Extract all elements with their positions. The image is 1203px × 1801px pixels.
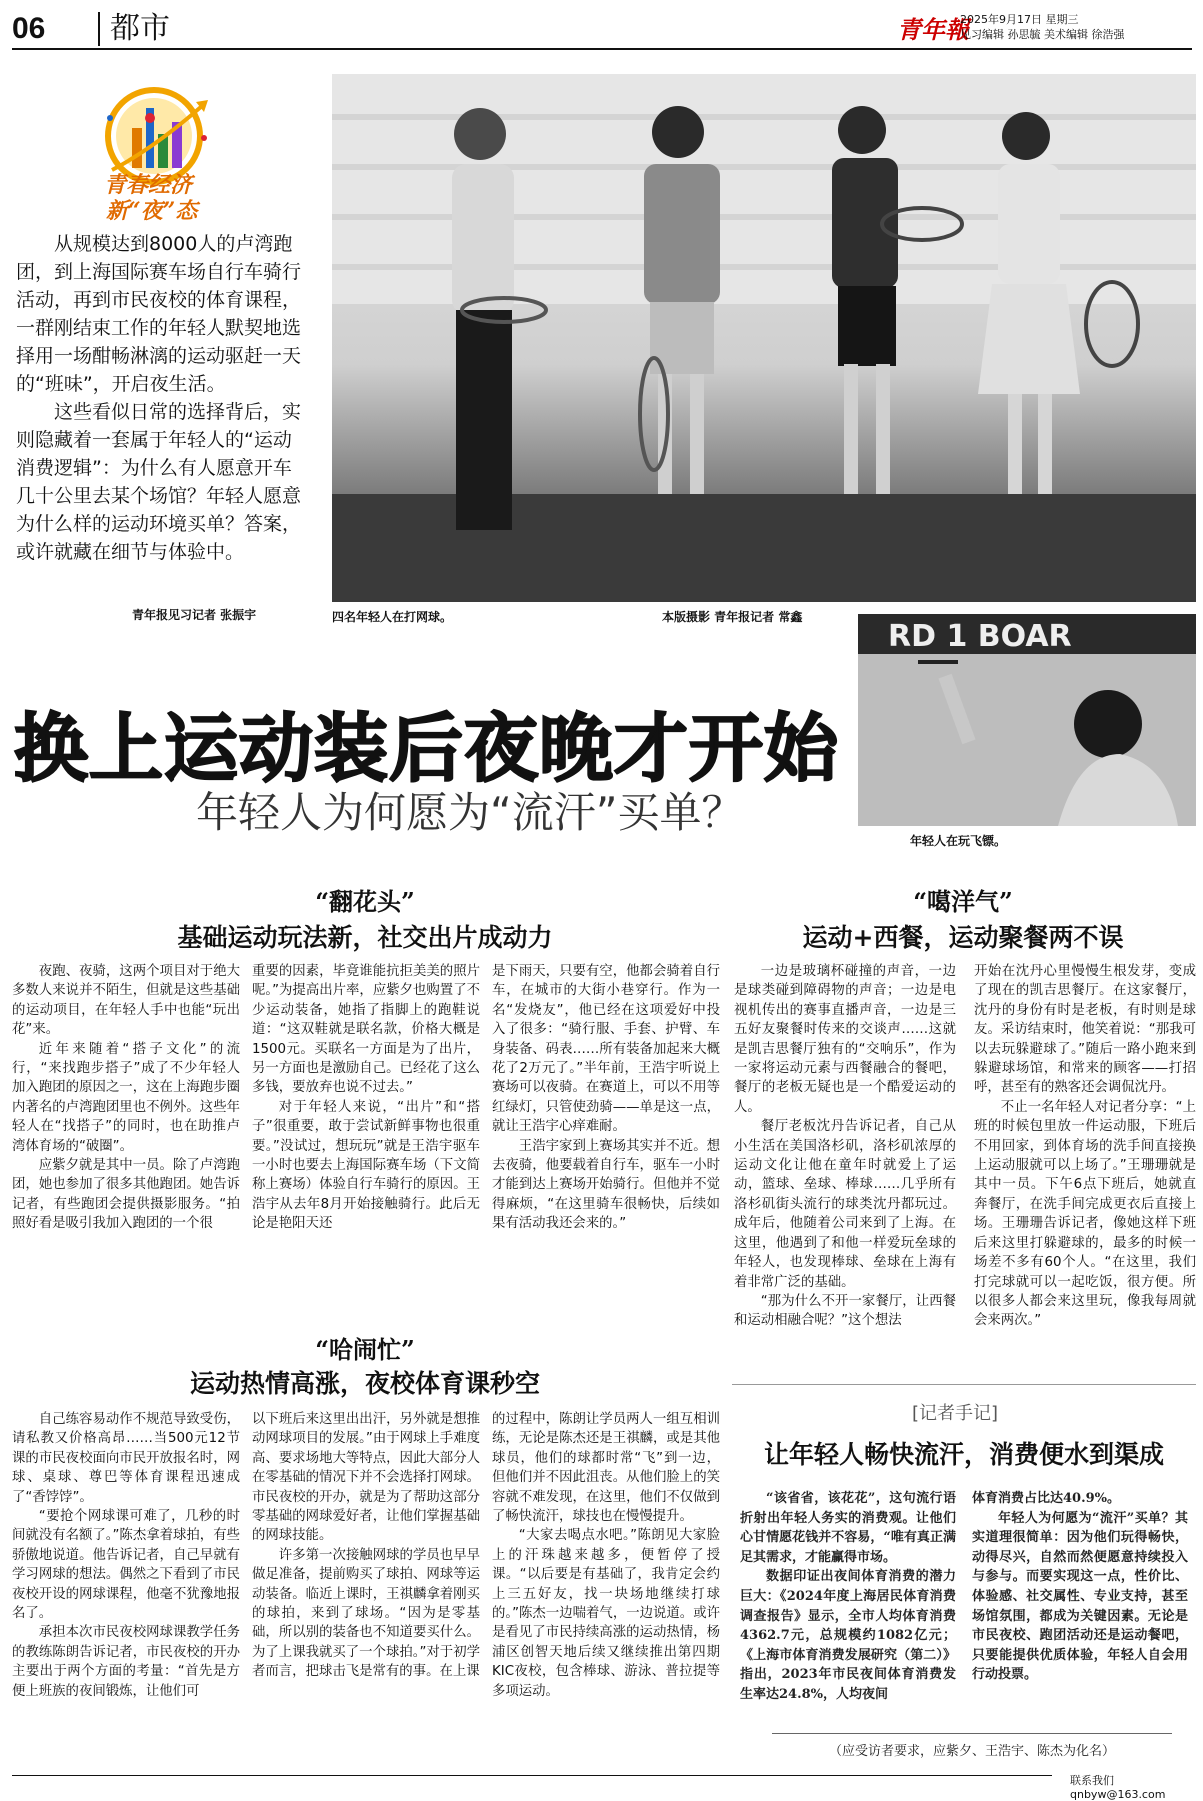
- paragraph: 承担本次市民夜校网球课教学任务的教练陈朗告诉记者，市民夜校的开办主要出于两个方面的考量：“首先是方便上班族的夜间锻炼，让他们可: [12, 1625, 240, 1699]
- section2-column: [734, 962, 956, 1367]
- intro-paragraph: 从规模达到8000人的卢湾跑团，到上海国际赛车场自行车骑行活动，再到市民夜校的体育课程，一群刚结束工作的年轻人默契地选择用一场酣畅淋漓的运动驱赶一天的“班味”，开启夜生活。: [16, 233, 302, 395]
- section1-kicker: “翻花头”: [315, 887, 415, 916]
- section3-title: 运动热情高涨，夜校体育课秒空: [189, 1369, 540, 1398]
- column-logo-line1: 青春经济: [104, 172, 193, 198]
- paragraph: 应紫夕就是其中一员。除了卢湾跑团，她也参加了很多其他跑团。她告诉记者，有些跑团会提供摄影服务。“拍照好看是吸引我加入跑团的一个很: [12, 1158, 240, 1232]
- note-label: [记者手记]: [912, 1403, 999, 1424]
- paragraph: 重要的因素，毕竟谁能抗拒美美的照片呢。”为提高出片率，应紫夕也购置了不少运动装备，她指了指脚上的跑鞋说道：“这双鞋就是联名款，价格大概是1500元。买联名一方面是为了出片，另一方面也是激励自己。已经花了这么多钱，要放弃也说不过去。”: [252, 964, 480, 1096]
- paragraph: 数据印证出夜间体育消费的潜力巨大：《2024年度上海居民体育消费调查报告》显示，全市人均体育消费4362.7元，总规模约1082亿元；《上海市体育消费发展研究（第二）》指出，2023年市民夜间体育消费发生率达24.8%，人均夜间: [740, 1569, 956, 1702]
- paragraph: 是下雨天，只要有空，他都会骑着自行车，在城市的大街小巷穿行。作为一名“发烧友”，他已经在这项爱好中投入了很多：“骑行服、手套、护臂、车身装备、码表……所有装备加起来大概花了2万元了。”半年前，王浩宇听说上赛场可以夜骑。在赛道上，可以不用等红绿灯，只管使劲骑——单是这一点，就让王浩宇心痒难耐。: [492, 964, 720, 1135]
- paragraph: 开始在沈丹心里慢慢生根发芽，变成了现在的凯吉思餐厅。在这家餐厅，沈丹的身份有时是老板，有时则是球友。采访结束时，他笑着说：“那我可以去玩躲避球了。”随后一路小跑来到躲避球场馆，和常来的顾客——打招呼，甚至有的熟客还会调侃沈丹。: [974, 964, 1196, 1096]
- section1-title: 基础运动玩法新，社交出片成动力: [177, 923, 553, 952]
- headline: 换上运动装后夜晚才开始: [14, 706, 839, 792]
- note-column: [740, 1489, 956, 1711]
- darts-photo: [858, 614, 1196, 826]
- darts-caption: 年轻人在玩飞镖。: [910, 834, 1007, 848]
- paragraph: 一边是玻璃杯碰撞的声音，一边是球类碰到障碍物的声音；一边是电视机传出的赛事直播声音，一边是三五好友聚餐时传来的交谈声……这就是凯吉思餐厅独有的“交响乐”，作为一家将运动元素与西餐融合的餐吧，餐厅的老板无疑也是一个酷爱运动的人。: [734, 964, 956, 1115]
- tennis-players-image: [332, 74, 1196, 602]
- note-footnote: （应受访者要求，应紫夕、王浩宇、陈杰为化名）: [772, 1733, 1172, 1759]
- paragraph: 的过程中，陈朗让学员两人一组互相训练，无论是陈杰还是王祺麟，或是其他球员，他们的球都时常“飞”到一边，但他们并不因此沮丧。从他们脸上的笑容就不难发现，在这里，他们不仅做到了畅快流汗，球技也在慢慢提升。: [492, 1412, 720, 1525]
- paragraph: 王浩宇家到上赛场其实并不近。想去夜骑，他要载着自行车，驱车一小时才能到达上赛场开始骑行。但他并不觉得麻烦，“在这里骑车很畅快，后续如果有活动我还会来的。”: [492, 1138, 720, 1232]
- darts-player-image: [858, 614, 1196, 826]
- paragraph: 对于年轻人来说，“出片”和“搭子”很重要，敢于尝试新鲜事物也很重要。”没试过，想玩玩”就是王浩宇驱车一小时也要去上海国际赛车场（下文简称上赛场）体验自行车骑行的原因。王浩宇从去年8月开始接触骑行。此后无论是艳阳天还: [252, 1099, 480, 1232]
- photo-caption: 四名年轻人在打网球。: [332, 610, 453, 624]
- paragraph: “大家去喝点水吧。”陈朗见大家脸上的汗珠越来越多，便暂停了授课。“以后要是有基础了，我肯定会约上三五好友，找一块场地继续打球的。”陈杰一边喘着气，一边说道。或许是看见了市民持续高涨的运动热情，杨浦区创智天地后续又继续推出第四期KIC夜校，包含棒球、游泳、普拉提等多项运动。: [492, 1528, 720, 1699]
- paragraph: 年轻人为何愿为“流汗”买单？其实道理很简单：因为他们玩得畅快，动得尽兴，自然而然便愿意持续投入与参与。而要实现这一点，性价比、体验感、社交属性、专业支持，甚至场馆氛围，都成为关键因素。无论是市民夜校、跑团活动还是运动餐吧，只要能提供优质体验，年轻人自会用行动投票。: [972, 1510, 1188, 1683]
- section-name: 都市: [98, 12, 170, 46]
- paragraph: “要抢个网球课可难了，几秒的时间就没有名额了。”陈杰拿着球拍，有些骄傲地说道。他告诉记者，自己早就有学习网球的想法。偶然之下看到了市民夜校开设的网球课程，他毫不犹豫地报名了。: [12, 1509, 240, 1622]
- section2-kicker: “噶洋气”: [913, 887, 1013, 916]
- tennis-photo: [332, 74, 1196, 602]
- section3-column: [12, 1410, 240, 1770]
- section2-title: 运动+西餐，运动聚餐两不误: [802, 923, 1124, 952]
- footer-rule: [12, 1775, 1052, 1776]
- column-logo: [92, 78, 222, 224]
- masthead-logo: 青年報: [897, 15, 969, 44]
- section2-column: [974, 962, 1196, 1367]
- note-title: 让年轻人畅快流汗，消费便水到渠成: [763, 1440, 1164, 1469]
- reporter-note-box: [732, 1384, 1196, 1769]
- paragraph: 餐厅老板沈丹告诉记者，自己从小生活在美国洛杉矶，洛杉矶浓厚的运动文化让他在童年时就爱上了运动，篮球、垒球、棒球……几乎所有洛杉矶街头流行的球类沈丹都玩过。成年后，他随着公司来到了上海。在这里，他遇到了和他一样爱玩垒球的年轻人，也发现棒球、垒球在上海有着非常广泛的基础。: [734, 1119, 956, 1290]
- paragraph: 不止一名年轻人对记者分享：“上班的时候包里放一件运动服，下班后不用回家，到体育场的洗手间直接换上运动服就可以上场了。”王珊珊就是其中一员。下午6点下班后，她就直奔餐厅，在洗手间完成更衣后直接上场。王珊珊告诉记者，像她这样下班后来这里打躲避球的，最多的时候一场差不多有60个人。“在这里，我们打完球就可以一起吃饭，很方便。所以很多人都会来这里玩，像我每周就会来两次。”: [974, 1099, 1196, 1329]
- photo-credit: 本版摄影 青年报记者 常鑫: [662, 610, 803, 624]
- issue-date: 2025年9月17日 星期三: [960, 13, 1079, 26]
- note-column: [972, 1489, 1188, 1711]
- paragraph: 夜跑、夜骑，这两个项目对于绝大多数人来说并不陌生，但就是这些基础的运动项目，在年轻人手中也能“玩出花”来。: [12, 964, 240, 1038]
- column-logo-line2: 新“夜”态: [106, 198, 198, 224]
- section1-column: [492, 962, 720, 1312]
- paragraph: 许多第一次接触网球的学员也早早做足准备，提前购买了球拍、网球等运动装备。临近上课时，王祺麟拿着刚买的球拍，来到了球场。“因为是零基础，所以别的装备也不知道要买什么。为了上课我就买了一个球拍。”对于初学者而言，把球击飞是常有的事。在上课: [252, 1547, 480, 1680]
- editor-credits: 见习编辑 孙思毓 美术编辑 徐浩强: [960, 28, 1125, 41]
- intro-text: [16, 230, 304, 566]
- paragraph: 近年来随着“搭子文化”的流行，“来找跑步搭子”成了不少年轻人加入跑团的原因之一，这在上海跑步圈内著名的卢湾跑团里也不例外。这些年轻人在“找搭子”的同时，也在助推卢湾体育场的“破圈”。: [12, 1041, 240, 1154]
- section1-column: [12, 962, 240, 1312]
- page-header: [12, 8, 1192, 50]
- intro-paragraph: 这些看似日常的选择背后，实则隐藏着一套属于年轻人的“运动消费逻辑”：为什么有人愿意开车几十公里去某个场馆？年轻人愿意为什么样的运动环境买单？答案，或许就藏在细节与体验中。: [16, 401, 302, 563]
- byline: 青年报见习记者 张振宇: [132, 608, 257, 622]
- paragraph: 以下班后来这里出出汗，另外就是想推动网球项目的发展。”由于网球上手难度高、要求场地大等特点，因此大部分人在零基础的情况下并不会选择打网球。市民夜校的开办，就是为了帮助这部分零基础的网球爱好者，让他们掌握基础的网球技能。: [252, 1412, 480, 1544]
- subheadline: 年轻人为何愿为“流汗”买单？: [196, 788, 744, 837]
- section3-column: [252, 1410, 480, 1770]
- page-number: 06: [12, 12, 46, 45]
- paragraph: 自己练容易动作不规范导致受伤，请私教又价格高昂……当500元12节课的市民夜校面向市民开放报名时，网球、桌球、尊巴等体育课程迅速成了“香饽饽”。: [12, 1412, 240, 1505]
- header-info: [960, 12, 1125, 42]
- section3-column: [492, 1410, 720, 1770]
- paragraph: “那为什么不开一家餐厅，让西餐和运动相融合呢？”这个想法: [734, 1293, 956, 1329]
- board-sign-text: RD 1 BOAR: [888, 619, 1072, 654]
- paragraph: “该省省，该花花”，这句流行语折射出年轻人务实的消费观。让他们心甘情愿花钱并不容易，“唯有真正满足其需求，才能赢得市场。: [740, 1491, 956, 1565]
- section1-column: [252, 962, 480, 1312]
- footer-contact[interactable]: 联系我们 qnbyw@163.com: [1070, 1774, 1166, 1801]
- paragraph: 体育消费占比达40.9%。: [972, 1491, 1121, 1506]
- section3-kicker: “哈闹忙”: [315, 1335, 415, 1364]
